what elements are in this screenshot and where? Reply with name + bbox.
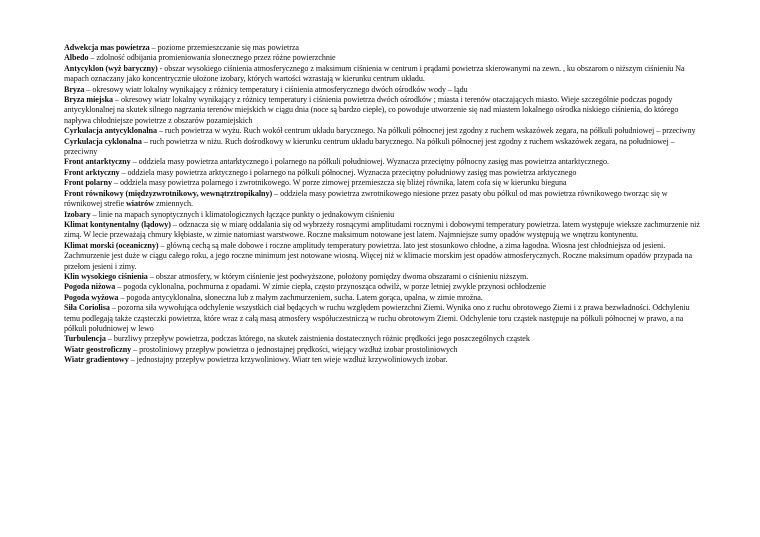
glossary-definition: – burzliwy przepływ powietrza, podczas którego, na skutek zaistnienia dostatecznych różnic prędkości jego poszczególnych cząstek: [105, 334, 530, 344]
glossary-entry-wiatr-geostroficzny: [64, 345, 704, 355]
glossary-definition: – prostoliniowy przepływ powietrza o jednostajnej prędkości, wiejący wzdłuż izobar prostoliniowych: [131, 344, 458, 354]
glossary-entry-wiatr-gradientowy: [64, 355, 704, 365]
glossary-term: Wiatr gradientowy: [64, 355, 129, 365]
glossary-definition: – oddziela masy powietrza zwrotnikowego niesione przez pasaty obu półkul od mas powietrza równikowego tworząc się w równikowej strefie: [64, 188, 668, 209]
glossary-entry-sila-coriolisa: [64, 303, 704, 334]
glossary-entry-klin-wysokiego-cisnienia: [64, 272, 704, 282]
glossary-term: Bryza miejska: [64, 95, 114, 105]
glossary-definition: – pozorna siła wywołująca odchylenie wszystkich ciał będących w ruchu względem powierzchni Ziemi. Wynika ono z ruchu obrotowego Ziemi i z prawa bezwładności. Odchyleniu temu podlegają także cząsteczki powietrza, które wraz z całą masą atmosfery współuczestniczą w ruchu obrotowym Ziemi. Odchylenie toru cząstek następuje na półkuli północnej w prawo, a na półkuli południowej w lewo: [64, 303, 690, 333]
glossary-term: Antycyklon (wyż baryczny): [64, 63, 158, 73]
glossary-entry-izobary: [64, 210, 704, 220]
glossary-term: Cyrkulacja antycyklonalna: [64, 126, 157, 136]
glossary-definition: - obszar wysokiego ciśnienia atmosferycznego z maksimum ciśnienia w centrum i prądami powietrza skierowanymi na zewn. , ku obszarom o niższym ciśnieniu Na mapach oznaczany jako koncentrycznie ułożone izobary, których wartości wzrastają w kierunku centrum układu.: [64, 63, 685, 84]
glossary-definition: – zdolność odbijania promieniowania słonecznego przez różne powierzchnie: [88, 53, 336, 63]
glossary-definition: – oddziela masy powietrza polarnego i zwrotnikowego. W porze zimowej przemieszcza się bliżej równika, latem cofa się w kierunku bieguna: [112, 178, 567, 188]
glossary-definition: – oddziela masy powietrza arktycznego i polarnego na półkuli północnej. Wyznacza przeciętny południowy zasięg mas powietrza arktycznego: [119, 167, 577, 177]
glossary-term: Pogoda niżowa: [64, 282, 116, 292]
glossary-entry-bryza: [64, 85, 704, 95]
glossary-entry-pogoda-nizowa: [64, 282, 704, 292]
glossary-entry-front-arktyczny: [64, 168, 704, 178]
glossary-term-inline: wiatrów: [125, 199, 154, 209]
glossary-entry-front-polarny: [64, 178, 704, 188]
glossary-term: Wiatr geostroficzny: [64, 344, 132, 354]
glossary-definition: – oddziela masy powietrza antarktycznego i polarnego na półkuli południowej. Wyznacza przeciętny północny zasięg mas powietrza antarktycznego.: [130, 157, 609, 167]
glossary-definition: – ruch powietrza w niżu. Ruch dośrodkowy w kierunku centrum układu barycznego. Na półkuli północnej jest zgodny z ruchem wskazówek zegara, na południowej – przeciwny: [64, 136, 675, 157]
glossary-term: Pogoda wyżowa: [64, 292, 119, 302]
glossary-term: Klin wysokiego ciśnienia: [64, 271, 148, 281]
glossary-term: Turbulencja: [64, 334, 106, 344]
glossary-entry-pogoda-wyzowa: [64, 293, 704, 303]
glossary-entry-bryza-miejska: [64, 95, 704, 126]
glossary-entry-albedo: [64, 53, 704, 63]
glossary-term: Adwekcja mas powietrza: [64, 43, 150, 52]
glossary-entry-cyrkulacja-cyklonalna: [64, 137, 704, 158]
glossary-definition: – pogoda cyklonalna, pochmurna z opadami. W zimie ciepła, często przynosząca odwilż, w porze letniej zwykle przynosi ochłodzenie: [115, 282, 546, 292]
glossary-term: Klimat morski (oceaniczny): [64, 240, 159, 250]
glossary-entry-antycyklon: [64, 64, 704, 85]
glossary-entry-cyrkulacja-antycyklonalna: [64, 126, 704, 136]
glossary-definition: – odznacza się w miarę oddalania się od wybrzeży rosnącymi amplitudami rocznymi i dobowymi temperatury powietrza. latem występuje wieksze zachmurzenie niż zimą. W lecie przeważają chmury kłębiaste, w zimie natomiast warstwowe. Roczne maksimum notowane jest latem. Najmniejsze sumy opadów występują we wnętrzu kontynentu.: [64, 219, 700, 240]
glossary-list: [64, 43, 704, 366]
glossary-term: Front równikowy (międzyzwrotnikowy, wewnątrztropikalny): [64, 188, 273, 198]
glossary-definition: – ruch powietrza w wyżu. Ruch wokół centrum układu barycznego. Na półkuli północnej jest zgodny z ruchem wskazówek zegara, na półkuli południowej – przeciwny: [156, 126, 696, 136]
glossary-definition: – poziome przemieszczanie się mas powietrza: [149, 43, 299, 52]
glossary-term: Izobary: [64, 209, 91, 219]
glossary-entry-klimat-morski: [64, 241, 704, 272]
glossary-entry-turbulencja: [64, 334, 704, 344]
glossary-entry-front-antarktyczny: [64, 157, 704, 167]
glossary-definition: – obszar atmosfery, w którym ciśnienie jest podwyższone, położony pomiędzy dwoma obszarami o ciśnieniu niższym.: [147, 271, 529, 281]
glossary-definition: – okresowy wiatr lokalny wynikający z różnicy temperatury i ciśnienia atmosferycznego dwóch ośrodków wody – lądu: [84, 84, 468, 94]
glossary-definition: – linie na mapach synoptycznych i klimatologicznych łączące punkty o jednakowym ciśnieniu: [90, 209, 395, 219]
glossary-term: Bryza: [64, 84, 85, 94]
glossary-term: Front arktyczny: [64, 167, 120, 177]
glossary-term: Cyrkulacja cyklonalna: [64, 136, 142, 146]
glossary-definition: – okresowy wiatr lokalny wynikający z różnicy temperatury i ciśnienia powietrza dwóch ośrodków ; miasta i terenów otaczających miasto. Wieje szczególnie podczas pogody antycyklonalnej na skutek silnego nagrzania terenów miejskich w ciągu dnia (noce są bardzo ciepłe), co powoduje utworzenie się nad miastem lokalnego ośrodka niskiego ciśnienia, do którego napływa chłodniejsze powietrze z obszarów pozamiejskich: [64, 95, 679, 125]
glossary-definition-tail: zmiennych.: [153, 199, 193, 209]
glossary-term: Klimat kontynentalny (lądowy): [64, 219, 171, 229]
glossary-entry-klimat-kontynentalny: [64, 220, 704, 241]
glossary-term: Albedo: [64, 53, 89, 63]
glossary-definition: – główną cechą są małe dobowe i roczne amplitudy temperatury powietrza. lato jest stosunkowo chłodne, a zima łagodna. Wiosna jest chłodniejsza od jesieni. Zachmurzenie jest duże w ciągu całego roku, a jego roczne minimum jest notowane wiosną. Więcej niż w klimacie morskim jest opadów atmosferycznych. Roczne maksimum opadów przypada na przełom jesieni i zimy.: [64, 240, 693, 271]
glossary-term: Siła Coriolisa: [64, 303, 110, 313]
glossary-definition: – pogoda antycyklonalna, słoneczna lub z małym zachmurzeniem, sucha. Latem gorąca, upalna, w zimie mroźna.: [118, 292, 483, 302]
glossary-term: Front antarktyczny: [64, 157, 131, 167]
glossary-term: Front polarny: [64, 178, 112, 188]
glossary-entry-front-rownikowy: [64, 189, 704, 210]
glossary-entry-adwekcja: [64, 43, 704, 53]
glossary-definition: – jednostajny przepływ powietrza krzywoliniowy. Wiatr ten wieje wzdłuż krzywoliniowych izobar.: [128, 355, 448, 365]
